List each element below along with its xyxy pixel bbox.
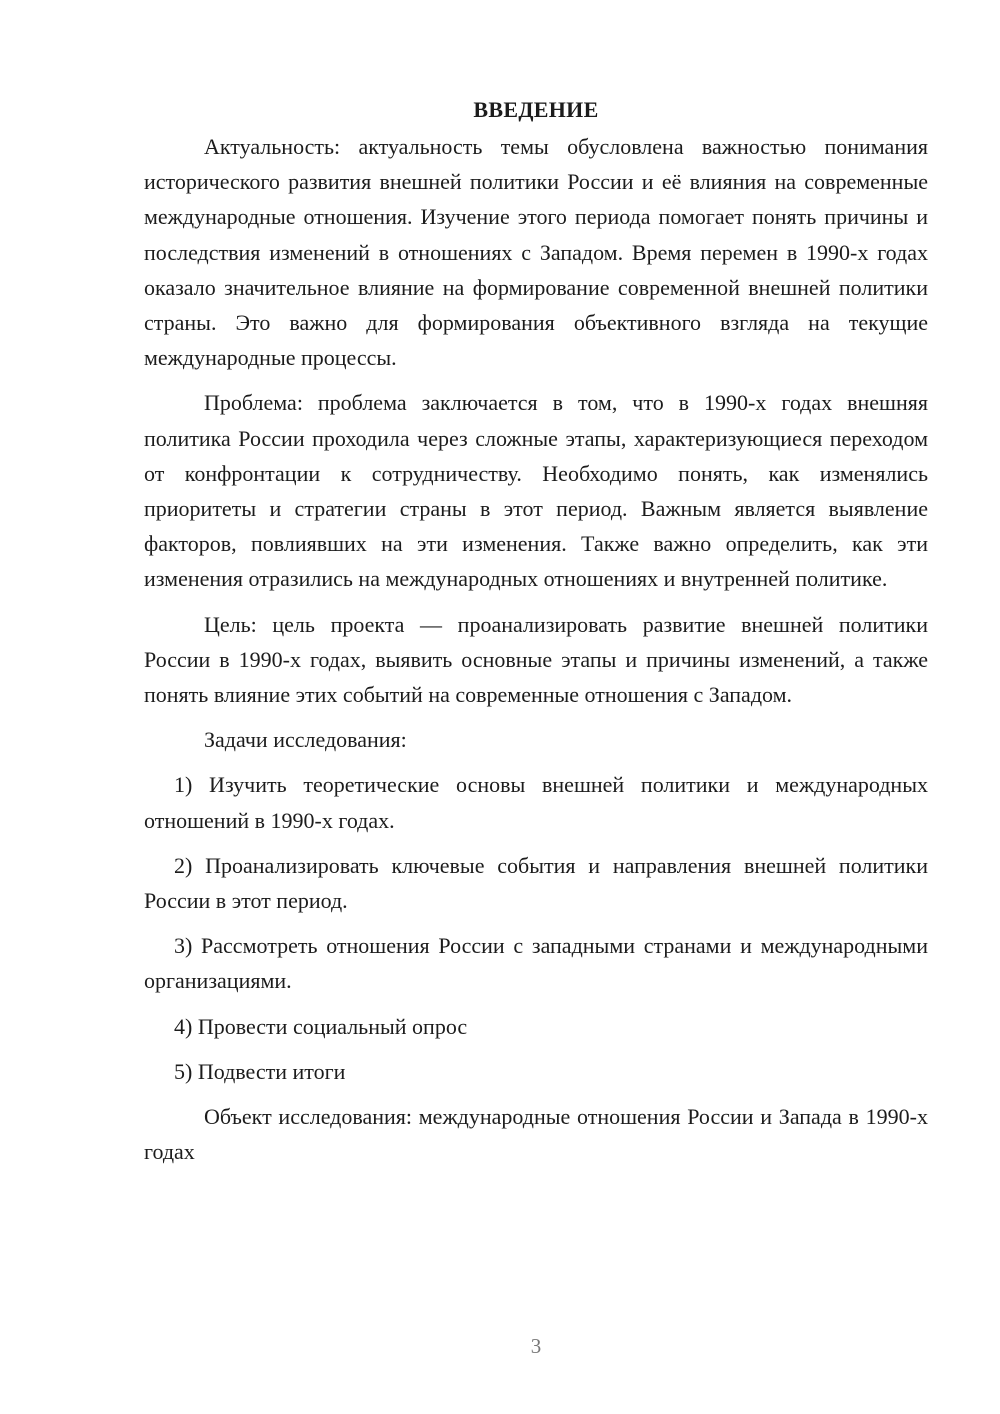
- task-item: 3) Рассмотреть отношения России с западными странами и международными организациями.: [144, 933, 928, 994]
- page-number: 3: [530, 1334, 542, 1358]
- task-item: 1) Изучить теоретические основы внешней политики и международных отношений в 1990-х годах.: [144, 772, 928, 833]
- task-item: 4) Провести социальный опрос: [174, 1013, 468, 1039]
- relevance-paragraph: Актуальность: актуальность темы обусловлена важностью понимания исторического развития внешней политики России и её влияния на современные международные отношения. Изучение этого периода помогает понять причины и последствия изменений в отношениях с Западом. Время перемен в 1990-х годах оказало значительное влияние на формирование современной внешней политики страны. Это важно для формирования объективного взгляда на текущие международные процессы.: [144, 134, 928, 371]
- tasks-heading: Задачи исследования:: [204, 727, 407, 753]
- goal-paragraph: Цель: цель проекта — проанализировать развитие внешней политики России в 1990-х годах, выявить основные этапы и причины изменений, а также понять влияние этих событий на современные отношения с Западом.: [144, 611, 928, 708]
- problem-paragraph: Проблема: проблема заключается в том, что в 1990-х годах внешняя политика России проходила через сложные этапы, характеризующиеся переходом от конфронтации к сотрудничеству. Необходимо понять, как изменялись приоритеты и стратегии страны в этот период. Важным является выявление факторов, повлиявших на эти изменения. Также важно определить, как эти изменения отразились на международных отношениях и внутренней политике.: [144, 390, 928, 592]
- task-item: 5) Подвести итоги: [174, 1058, 346, 1084]
- object-paragraph: Объект исследования: международные отношения России и Запада в 1990-х годах: [144, 1104, 928, 1165]
- task-item: 2) Проанализировать ключевые события и направления внешней политики России в этот период.: [144, 852, 928, 914]
- page-title: ВВЕДЕНИЕ: [473, 97, 599, 122]
- document-page: [144, 92, 928, 1169]
